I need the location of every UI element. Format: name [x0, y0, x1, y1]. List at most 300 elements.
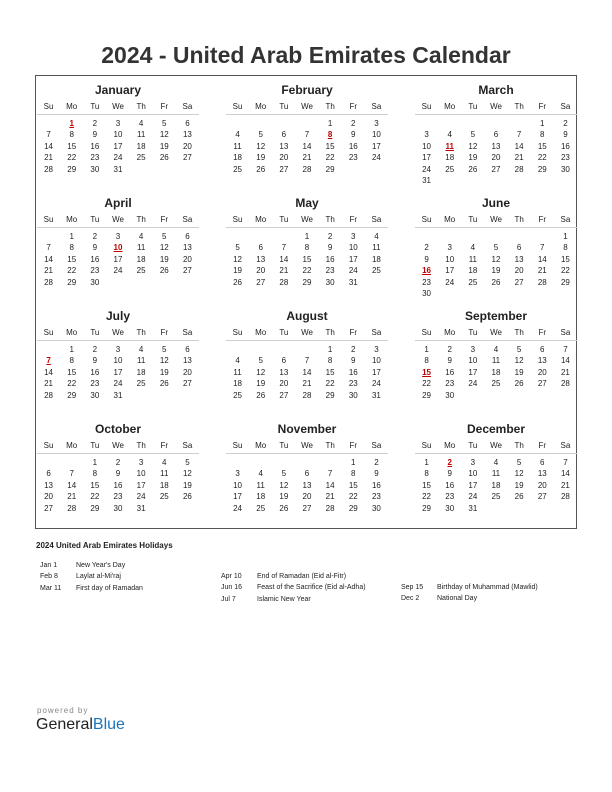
day-cell: 4 — [470, 243, 476, 253]
weekday-label: Tu — [279, 327, 289, 337]
weekday-label: Sa — [371, 440, 382, 450]
day-cell: 7 — [327, 469, 333, 479]
day-cell: 18 — [136, 367, 146, 377]
day-cell: 28 — [67, 503, 77, 513]
weekday-label: Tu — [468, 101, 478, 111]
day-cell: 16 — [90, 367, 100, 377]
weekday-label: Tu — [90, 327, 100, 337]
day-cell: 13 — [182, 243, 192, 253]
day-cell: 5 — [281, 469, 287, 479]
weekday-label: Fr — [349, 440, 358, 450]
day-cell: 12 — [256, 367, 266, 377]
day-cell: 3 — [374, 119, 379, 128]
day-cell: 9 — [424, 254, 429, 264]
day-cell: 22 — [325, 153, 335, 163]
empty-cell — [249, 231, 272, 242]
day-cell: 17 — [371, 141, 381, 151]
day-cell: 21 — [302, 379, 312, 389]
day-cell: 17 — [113, 141, 123, 151]
day-cell: 22 — [67, 266, 77, 276]
day-cell: 20 — [302, 492, 312, 502]
day-cell: 20 — [44, 492, 54, 502]
day-cell: 9 — [92, 243, 98, 253]
day-cell: 3 — [374, 345, 379, 354]
day-cell: 18 — [256, 492, 266, 502]
weekday-label: Su — [43, 440, 54, 450]
day-cell: 22 — [537, 153, 547, 163]
weekday-label: Th — [325, 327, 335, 337]
weekday-label: Su — [421, 214, 432, 224]
day-cell: 21 — [44, 266, 54, 276]
month-name: August — [286, 309, 328, 323]
day-cell: 19 — [514, 367, 524, 377]
day-cell: 17 — [468, 480, 478, 490]
month-october — [37, 422, 199, 514]
day-cell: 30 — [445, 503, 455, 513]
day-cell: 23 — [90, 379, 100, 389]
day-cell: 2 — [351, 119, 356, 128]
day-cell: 4 — [138, 232, 144, 241]
empty-cell — [60, 457, 83, 468]
day-cell: 5 — [516, 458, 522, 467]
day-cell: 21 — [537, 266, 547, 276]
weekday-label: We — [112, 327, 124, 337]
day-cell: 18 — [491, 480, 501, 490]
day-cell: 17 — [468, 367, 478, 377]
weekday-label: Mo — [444, 440, 456, 450]
weekday-label: Th — [136, 101, 146, 111]
holiday-column — [40, 560, 143, 594]
day-cell: 13 — [537, 356, 547, 366]
weekday-label: Su — [43, 327, 54, 337]
day-cell: 10 — [113, 130, 123, 140]
weekday-label: Mo — [255, 440, 267, 450]
day-cell: 31 — [113, 390, 123, 400]
day-cell: 10 — [348, 243, 358, 253]
day-cell: 27 — [537, 492, 547, 502]
weekday-label: Mo — [255, 214, 267, 224]
day-cell: 12 — [514, 469, 524, 479]
holiday-name: Laylat al-Mi'raj — [76, 573, 121, 581]
weekday-label: Mo — [66, 101, 78, 111]
day-cell: 3 — [138, 458, 144, 467]
weekday-label: Su — [232, 101, 243, 111]
day-grid — [226, 231, 388, 288]
day-cell: 22 — [422, 492, 432, 502]
day-cell: 28 — [44, 390, 54, 400]
day-grid — [415, 118, 577, 186]
weekday-label: Mo — [66, 327, 78, 337]
day-cell: 25 — [233, 164, 243, 174]
weekday-label: Mo — [66, 214, 78, 224]
day-grid — [226, 344, 388, 401]
weekday-label: Sa — [371, 214, 382, 224]
day-cell: 19 — [491, 266, 501, 276]
day-cell: 20 — [182, 254, 192, 264]
weekday-label: Tu — [279, 101, 289, 111]
day-cell: 28 — [325, 503, 335, 513]
weekday-label: Th — [514, 101, 524, 111]
day-cell: 28 — [279, 277, 289, 287]
day-cell: 9 — [115, 469, 121, 479]
weekday-label: Th — [325, 214, 335, 224]
day-cell: 17 — [136, 480, 146, 490]
month-june — [415, 196, 577, 299]
day-grid — [226, 457, 388, 514]
day-cell: 18 — [136, 141, 146, 151]
day-cell: 28 — [560, 379, 570, 389]
day-cell: 11 — [491, 356, 501, 366]
day-cell: 14 — [537, 254, 547, 264]
day-cell: 22 — [348, 492, 358, 502]
weekday-header — [37, 211, 199, 228]
empty-cell — [531, 231, 554, 242]
day-cell: 12 — [279, 480, 289, 490]
weekday-label: Sa — [182, 440, 193, 450]
empty-cell — [461, 118, 484, 129]
holiday-column — [401, 582, 538, 605]
day-grid — [415, 231, 577, 299]
day-cell: 19 — [159, 254, 169, 264]
day-cell: 24 — [445, 277, 455, 287]
weekday-label: Tu — [90, 440, 100, 450]
holiday-item — [401, 593, 538, 604]
day-cell: 23 — [325, 266, 335, 276]
day-cell: 29 — [67, 164, 77, 174]
day-cell: 1 — [92, 458, 98, 467]
day-cell: 27 — [491, 164, 501, 174]
day-cell: 4 — [493, 345, 499, 354]
day-cell: 13 — [537, 469, 547, 479]
day-cell: 21 — [514, 153, 524, 163]
day-cell: 21 — [67, 492, 77, 502]
day-cell: 4 — [447, 130, 452, 140]
empty-cell — [272, 118, 295, 129]
holiday-date: Apr 10 — [221, 573, 242, 580]
month-name: January — [94, 83, 142, 97]
weekday-label: Sa — [182, 214, 193, 224]
day-cell: 27 — [182, 153, 192, 163]
day-cell: 11 — [160, 469, 169, 479]
empty-cell — [295, 344, 318, 355]
day-cell: 4 — [138, 119, 144, 128]
day-cell: 5 — [235, 243, 240, 253]
brand-logo[interactable] — [36, 716, 125, 734]
weekday-label: Su — [232, 327, 243, 337]
weekday-label: Fr — [160, 101, 169, 111]
day-cell: 25 — [136, 266, 146, 276]
day-cell: 23 — [90, 266, 100, 276]
brand-general: General — [36, 716, 93, 733]
day-cell: 3 — [115, 232, 121, 241]
day-cell: 11 — [233, 141, 242, 151]
day-cell: 26 — [256, 390, 266, 400]
day-cell: 5 — [258, 356, 263, 366]
day-cell: 18 — [233, 379, 243, 389]
weekday-label: Tu — [90, 214, 100, 224]
day-cell: 14 — [67, 480, 77, 490]
day-cell: 10 — [136, 469, 146, 479]
day-cell: 28 — [302, 390, 312, 400]
day-cell: 18 — [136, 254, 146, 264]
day-cell: 1 — [327, 119, 333, 128]
day-cell: 9 — [447, 356, 452, 366]
day-cell: 26 — [159, 266, 169, 276]
weekday-label: Th — [136, 214, 146, 224]
weekday-label: Su — [421, 101, 432, 111]
day-cell: 31 — [422, 175, 432, 185]
day-cell: 17 — [113, 367, 123, 377]
day-cell: 10 — [113, 356, 123, 366]
weekday-label: Mo — [444, 327, 456, 337]
weekday-label: Su — [43, 214, 54, 224]
day-cell: 20 — [537, 480, 547, 490]
empty-cell — [461, 231, 484, 242]
day-cell: 29 — [67, 277, 77, 287]
day-cell: 17 — [113, 254, 123, 264]
weekday-label: We — [490, 327, 502, 337]
empty-cell — [508, 118, 531, 129]
day-cell: 5 — [516, 345, 522, 354]
day-cell: 27 — [182, 379, 192, 389]
month-august — [226, 309, 388, 401]
day-cell: 22 — [422, 379, 432, 389]
day-cell: 15 — [348, 480, 358, 490]
day-cell: 13 — [256, 254, 266, 264]
day-cell: 23 — [445, 379, 455, 389]
day-cell: 12 — [514, 356, 524, 366]
day-cell: 9 — [374, 469, 379, 479]
weekday-header — [37, 324, 199, 341]
day-cell: 17 — [371, 367, 381, 377]
holiday-day-cell: 8 — [327, 130, 333, 140]
day-cell: 8 — [69, 130, 74, 140]
weekday-label: Tu — [468, 327, 478, 337]
day-cell: 6 — [540, 458, 545, 467]
empty-cell — [37, 344, 60, 355]
empty-cell — [272, 344, 295, 355]
weekday-label: Mo — [444, 214, 456, 224]
day-cell: 14 — [44, 367, 54, 377]
day-cell: 5 — [162, 345, 167, 354]
day-cell: 30 — [325, 277, 335, 287]
weekday-label: We — [112, 214, 124, 224]
empty-cell — [249, 118, 272, 129]
weekday-label: Mo — [255, 101, 267, 111]
day-cell: 7 — [304, 356, 310, 366]
day-cell: 15 — [537, 141, 547, 151]
empty-cell — [272, 457, 295, 468]
day-cell: 10 — [422, 141, 432, 151]
weekday-label: Fr — [538, 440, 547, 450]
day-cell: 23 — [348, 379, 358, 389]
weekday-label: Th — [325, 101, 335, 111]
month-name: December — [466, 422, 526, 436]
day-cell: 8 — [327, 356, 333, 366]
day-grid — [37, 231, 199, 288]
day-cell: 16 — [371, 480, 381, 490]
day-cell: 28 — [302, 164, 312, 174]
day-cell: 18 — [491, 367, 501, 377]
weekday-header — [415, 324, 577, 341]
day-cell: 8 — [69, 243, 74, 253]
day-cell: 22 — [560, 266, 570, 276]
weekday-header — [415, 211, 577, 228]
weekday-label: We — [301, 440, 313, 450]
day-cell: 10 — [468, 356, 478, 366]
weekday-label: Sa — [560, 327, 571, 337]
day-cell: 31 — [371, 390, 381, 400]
empty-cell — [272, 231, 295, 242]
day-cell: 13 — [279, 367, 289, 377]
day-cell: 6 — [185, 119, 190, 128]
weekday-label: We — [490, 440, 502, 450]
empty-cell — [438, 231, 461, 242]
day-cell: 13 — [182, 356, 192, 366]
month-april — [37, 196, 199, 288]
day-cell: 27 — [537, 379, 547, 389]
day-cell: 16 — [445, 367, 455, 377]
empty-cell — [484, 118, 507, 129]
weekday-label: Su — [421, 327, 432, 337]
day-cell: 2 — [115, 458, 121, 467]
weekday-label: We — [301, 214, 313, 224]
day-cell: 2 — [374, 458, 379, 467]
day-cell: 14 — [560, 356, 570, 366]
day-cell: 8 — [563, 243, 568, 253]
holiday-item — [221, 594, 366, 605]
weekday-header — [226, 211, 388, 228]
day-cell: 3 — [115, 345, 121, 354]
weekday-label: Sa — [371, 327, 382, 337]
day-cell: 24 — [113, 379, 123, 389]
holiday-item — [40, 583, 143, 594]
day-cell: 30 — [371, 503, 381, 513]
day-cell: 6 — [185, 345, 190, 354]
day-cell: 3 — [470, 345, 476, 354]
day-cell: 16 — [113, 480, 123, 490]
day-cell: 18 — [371, 254, 381, 264]
day-cell: 17 — [348, 254, 358, 264]
day-cell: 12 — [256, 141, 266, 151]
powered-by-text: powered by — [37, 706, 89, 715]
weekday-label: Mo — [444, 101, 456, 111]
day-cell: 24 — [371, 379, 381, 389]
day-cell: 21 — [560, 367, 570, 377]
day-cell: 17 — [233, 492, 243, 502]
day-cell: 21 — [325, 492, 335, 502]
day-cell: 25 — [159, 492, 169, 502]
day-cell: 23 — [560, 153, 570, 163]
weekday-label: Fr — [160, 440, 169, 450]
day-cell: 3 — [351, 232, 356, 241]
day-cell: 5 — [493, 243, 499, 253]
weekday-label: Sa — [182, 101, 193, 111]
day-cell: 24 — [348, 266, 358, 276]
day-cell: 26 — [468, 164, 478, 174]
empty-cell — [484, 231, 507, 242]
holiday-item — [401, 582, 538, 593]
day-cell: 3 — [235, 469, 240, 479]
weekday-header — [415, 98, 577, 115]
day-cell: 29 — [325, 390, 335, 400]
day-cell: 19 — [256, 153, 266, 163]
holiday-name: Feast of the Sacrifice (Eid al-Adha) — [257, 584, 366, 592]
day-cell: 19 — [514, 480, 524, 490]
weekday-label: Fr — [349, 214, 358, 224]
weekday-label: Fr — [538, 214, 547, 224]
month-name: July — [105, 309, 130, 323]
empty-cell — [508, 231, 531, 242]
day-cell: 6 — [304, 469, 310, 479]
day-cell: 12 — [159, 130, 169, 140]
day-cell: 7 — [304, 130, 310, 140]
day-grid — [37, 457, 199, 514]
weekday-label: Fr — [349, 327, 358, 337]
day-cell: 5 — [162, 119, 167, 128]
weekday-label: We — [490, 214, 502, 224]
day-cell: 8 — [92, 469, 98, 479]
day-cell: 14 — [44, 141, 54, 151]
day-cell: 7 — [69, 469, 74, 479]
holidays-title: 2024 United Arab Emirates Holidays — [36, 541, 173, 550]
day-cell: 29 — [537, 164, 547, 174]
month-name: May — [295, 196, 319, 210]
day-cell: 22 — [67, 379, 77, 389]
day-cell: 12 — [491, 254, 501, 264]
day-cell: 8 — [304, 243, 310, 253]
day-cell: 22 — [90, 492, 100, 502]
day-cell: 26 — [182, 492, 192, 502]
day-cell: 1 — [304, 232, 310, 241]
day-cell: 20 — [182, 367, 192, 377]
day-cell: 15 — [560, 254, 570, 264]
weekday-label: Th — [514, 214, 524, 224]
day-cell: 26 — [491, 277, 501, 287]
month-name: February — [281, 83, 333, 97]
day-cell: 27 — [279, 164, 289, 174]
brand-blue: Blue — [92, 716, 125, 733]
day-cell: 28 — [44, 277, 54, 287]
day-cell: 6 — [281, 356, 287, 366]
day-cell: 11 — [256, 480, 265, 490]
weekday-header — [226, 324, 388, 341]
day-cell: 10 — [233, 480, 243, 490]
day-cell: 30 — [422, 288, 432, 298]
day-cell: 23 — [90, 153, 100, 163]
day-cell: 2 — [92, 119, 98, 128]
month-february — [226, 83, 388, 175]
empty-cell — [226, 457, 249, 468]
day-cell: 19 — [159, 141, 169, 151]
empty-cell — [226, 231, 249, 242]
day-cell: 25 — [136, 153, 146, 163]
month-march — [415, 83, 577, 186]
day-cell: 21 — [302, 153, 312, 163]
day-cell: 28 — [537, 277, 547, 287]
weekday-header — [226, 98, 388, 115]
day-cell: 18 — [445, 153, 455, 163]
holiday-name: End of Ramadan (Eid al-Fitr) — [257, 573, 347, 580]
day-cell: 15 — [67, 141, 77, 151]
weekday-label: Fr — [538, 101, 547, 111]
day-cell: 8 — [424, 356, 429, 366]
day-cell: 25 — [233, 390, 243, 400]
day-cell: 20 — [537, 367, 547, 377]
weekday-label: We — [490, 101, 502, 111]
day-cell: 14 — [302, 367, 312, 377]
day-cell: 30 — [90, 164, 100, 174]
